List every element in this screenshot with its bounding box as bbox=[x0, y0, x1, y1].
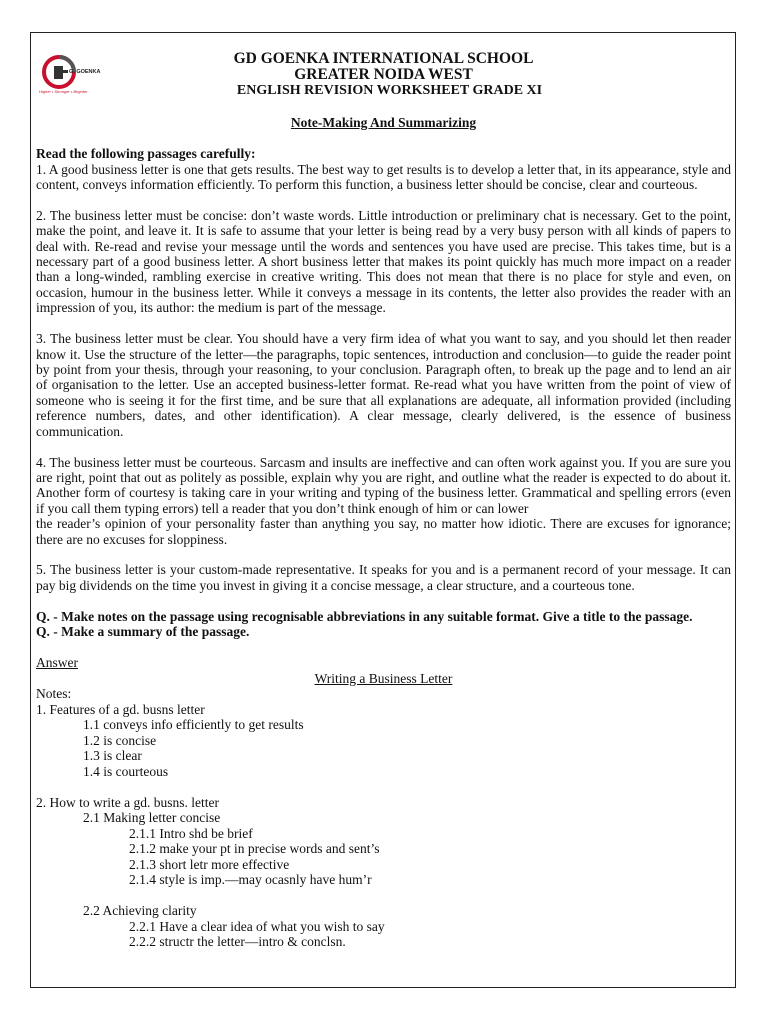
note-item: 2.2.1 Have a clear idea of what you wish to say bbox=[129, 918, 385, 934]
note-item: 1.1 conveys info efficiently to get results bbox=[83, 717, 304, 733]
school-location: GREATER NOIDA WEST bbox=[294, 66, 473, 83]
note-item: 1.2 is concise bbox=[83, 732, 157, 748]
note-heading-2: 2. How to write a gd. busns. letter bbox=[36, 794, 219, 810]
note-item: 2.1.3 short letr more effective bbox=[129, 856, 290, 872]
passage-paragraph-2: 2. The business letter must be concise: don’t waste words. Little introduction or preliminary chat is necessary. Get to the point, make the point, and leave it. It is safe to assume that your letter is being read by a very busy person with all kinds of papers to deal with. Re-read and revise your message until the words and sentences you have used are precise. This takes time, but is a necessary part of a good business letter. A short business letter that makes its point quickly has much more impact on a reader than a long-winded, rambling exercise in creative writing. This does not mean that there is no place for style and even, on occasion, humour in the business letter. While it conveys a message in its contents, the letter also provides the reader with an impression of you, its author: the medium is part of the message. bbox=[36, 207, 731, 316]
worksheet-content bbox=[36, 50, 731, 950]
note-item: 1.4 is courteous bbox=[83, 763, 169, 779]
school-name: GD GOENKA INTERNATIONAL SCHOOL bbox=[233, 50, 534, 67]
section-title: Note-Making And Summarizing bbox=[290, 115, 477, 130]
passage-paragraph-1: 1. A good business letter is one that gets results. The best way to get results is to develop a letter that, in its appearance, style and content, conveys information efficiently. To perform this function, a business letter should be concise, clear and courteous. bbox=[36, 161, 731, 192]
note-subheading: 2.1 Making letter concise bbox=[83, 810, 221, 826]
note-item: 2.1.4 style is imp.—may ocasnly have hum’r bbox=[129, 872, 372, 888]
svg-text:G. GOENKA: G. GOENKA bbox=[69, 69, 101, 75]
answer-label: Answer bbox=[36, 655, 78, 671]
notes-label: Notes: bbox=[36, 686, 72, 702]
passage-paragraph-5: 5. The business letter is your custom-made representative. It speaks for you and is a permanent record of your message. It can pay big dividends on the time you invest in giving it a concise message, a clear structure, and a courteous tone. bbox=[36, 562, 731, 593]
question-1: Q. - Make notes on the passage using recognisable abbreviations in any suitable format. Give a title to the passage. bbox=[36, 608, 693, 624]
note-item: 2.1.1 Intro shd be brief bbox=[129, 825, 253, 841]
note-subheading: 2.2 Achieving clarity bbox=[83, 903, 197, 919]
question-2: Q. - Make a summary of the passage. bbox=[36, 624, 250, 640]
passage-paragraph-4: 4. The business letter must be courteous. Sarcasm and insults are ineffective and can often work against you. If you are sure you are right, point that out as politely as possible, explain why you are right, and outline what the reader is expected to do about it. Another form of courtesy is taking care in your writing and typing of the business letter. Grammatical and spelling errors (even if you call them typing errors) tell a reader that you don’t think enough of him or can lower bbox=[36, 454, 731, 516]
passage-paragraph-4-continued: the reader’s opinion of your personality faster than anything you say, no matter how idiotic. There are excuses for ignorance; there are no excuses for sloppiness. bbox=[36, 516, 731, 547]
notes-title: Writing a Business Letter bbox=[314, 670, 453, 686]
instruction: Read the following passages carefully: bbox=[36, 146, 256, 161]
worksheet-title: ENGLISH REVISION WORKSHEET GRADE XI bbox=[236, 83, 543, 98]
svg-text:Higher • Stronger • Brighter: Higher • Stronger • Brighter bbox=[39, 89, 88, 94]
note-item: 1.3 is clear bbox=[83, 748, 142, 764]
note-item: 2.1.2 make your pt in precise words and sent’s bbox=[129, 841, 380, 857]
passage-paragraph-3: 3. The business letter must be clear. You should have a very firm idea of what you want to say, and you should let then reader know it. Use the structure of the letter—the paragraphs, topic sentences, introduction and conclusion—to guide the reader point by point from your thesis, through your reasoning, to your conclusion. Paragraph often, to break up the page and to lend an air of organisation to the letter. Use an accepted business-letter format. Re-read what you have written from the point of view of someone who is seeing it for the first time, and be sure that all explanations are adequate, all information provided (including reference numbers, dates, and other identification). A clear message, clearly delivered, is the essence of business communication. bbox=[36, 331, 731, 439]
note-heading-1: 1. Features of a gd. busns letter bbox=[36, 701, 205, 717]
note-item: 2.2.2 structr the letter—intro & conclsn. bbox=[129, 934, 346, 950]
